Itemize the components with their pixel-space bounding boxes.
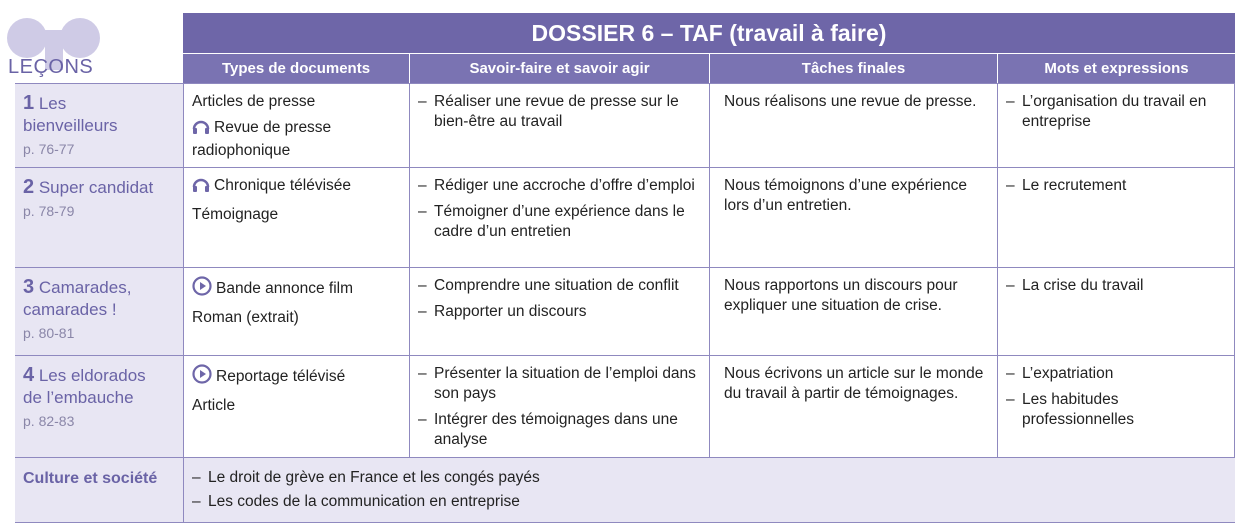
mots-item: – La crise du travail: [1006, 277, 1144, 294]
tache-cell: Nous témoignons d’une expérience lors d’un entretien.: [709, 168, 997, 267]
savoir-cell: [409, 168, 709, 267]
lesson-cell: [15, 168, 183, 267]
mots-cell: [997, 84, 1235, 167]
mots-cell: [997, 268, 1235, 355]
savoir-item: – Témoigner d’une expérience dans le cadre d’un entretien: [418, 203, 685, 240]
savoir-cell: [409, 356, 709, 457]
headphones-icon: [192, 119, 210, 141]
mots-item: – L’organisation du travail en entreprise: [1006, 93, 1207, 130]
lesson-page: p. 82-83: [23, 413, 75, 429]
lesson-cell: [15, 268, 183, 355]
headphones-icon: [192, 177, 210, 199]
savoir-item: – Rédiger une accroche d’offre d’emploi: [418, 177, 695, 194]
tache-cell: Nous écrivons un article sur le monde du travail à partir de témoignages.: [709, 356, 997, 457]
lesson-page: p. 78-79: [23, 203, 75, 219]
savoir-cell: [409, 268, 709, 355]
savoir-item: – Comprendre une situation de conflit: [418, 277, 679, 294]
savoir-item: – Réaliser une revue de presse sur le bien-être au travail: [418, 93, 679, 130]
lesson-number: 3: [23, 276, 35, 298]
mots-cell: [997, 356, 1235, 457]
doc-item: Roman (extrait): [192, 309, 299, 326]
header-taches: Tâches finales: [710, 54, 997, 83]
doc-item: Revue de presse radiophonique: [192, 119, 332, 159]
savoir-item: – Présenter la situation de l’emploi dans son pays: [418, 365, 696, 402]
culture-items: [183, 458, 1235, 522]
doc-item: Chronique télévisée: [192, 176, 401, 199]
lesson-page: p. 80-81: [23, 325, 75, 341]
lesson-title-line2: camarades !: [23, 300, 117, 319]
lesson-page: p. 76-77: [23, 141, 75, 157]
mots-cell: [997, 168, 1235, 267]
culture-label: Culture et société: [23, 470, 158, 487]
types-cell: [183, 84, 409, 167]
doc-item: Reportage télévisé: [192, 364, 401, 390]
table-row: [15, 168, 1235, 268]
doc-item: Témoignage: [192, 206, 279, 223]
lecons-label: LEÇONS: [8, 56, 94, 78]
culture-row: [15, 458, 1235, 523]
play-icon: [192, 364, 212, 390]
play-icon: [192, 276, 212, 302]
lesson-number: 1: [23, 92, 35, 114]
types-cell: [183, 168, 409, 267]
savoir-item: – Intégrer des témoignages dans une analyse: [418, 411, 678, 448]
doc-item: Articles de presse: [192, 93, 316, 110]
lesson-title-line2: de l’embauche: [23, 388, 134, 407]
savoir-item: – Rapporter un discours: [418, 303, 587, 320]
lesson-number: 4: [23, 364, 35, 386]
lecons-logo: [0, 0, 182, 82]
doc-item: Article: [192, 397, 236, 414]
header-savoir: Savoir-faire et savoir agir: [410, 54, 709, 83]
lesson-cell: [15, 356, 183, 457]
dossier-title: DOSSIER 6 – TAF (travail à faire): [183, 13, 1235, 53]
mots-item: – Le recrutement: [1006, 177, 1127, 194]
lesson-title: Les eldorados: [34, 366, 146, 385]
lesson-cell: [15, 84, 183, 167]
culture-item: – Les codes de la communication en entreprise: [192, 493, 520, 510]
lesson-title: Camarades,: [34, 278, 132, 297]
lesson-title-line2: bienveilleurs: [23, 116, 118, 135]
types-cell: [183, 268, 409, 355]
culture-item: – Le droit de grève en France et les congés payés: [192, 469, 540, 486]
table-row: [15, 268, 1235, 356]
savoir-cell: [409, 84, 709, 167]
header-mots: Mots et expressions: [998, 54, 1235, 83]
table-row: [15, 84, 1235, 168]
table-row: [15, 356, 1235, 458]
lesson-title: Super candidat: [34, 178, 154, 197]
types-cell: [183, 356, 409, 457]
doc-item: Bande annonce film: [192, 276, 401, 302]
lesson-title: Les: [34, 94, 67, 113]
mots-item: – Les habitudes professionnelles: [1006, 391, 1135, 428]
tache-cell: Nous réalisons une revue de presse.: [709, 84, 997, 167]
header-types: Types de documents: [183, 54, 409, 83]
mots-item: – L’expatriation: [1006, 365, 1114, 382]
lesson-number: 2: [23, 176, 35, 198]
tache-cell: Nous rapportons un discours pour expliquer une situation de crise.: [709, 268, 997, 355]
